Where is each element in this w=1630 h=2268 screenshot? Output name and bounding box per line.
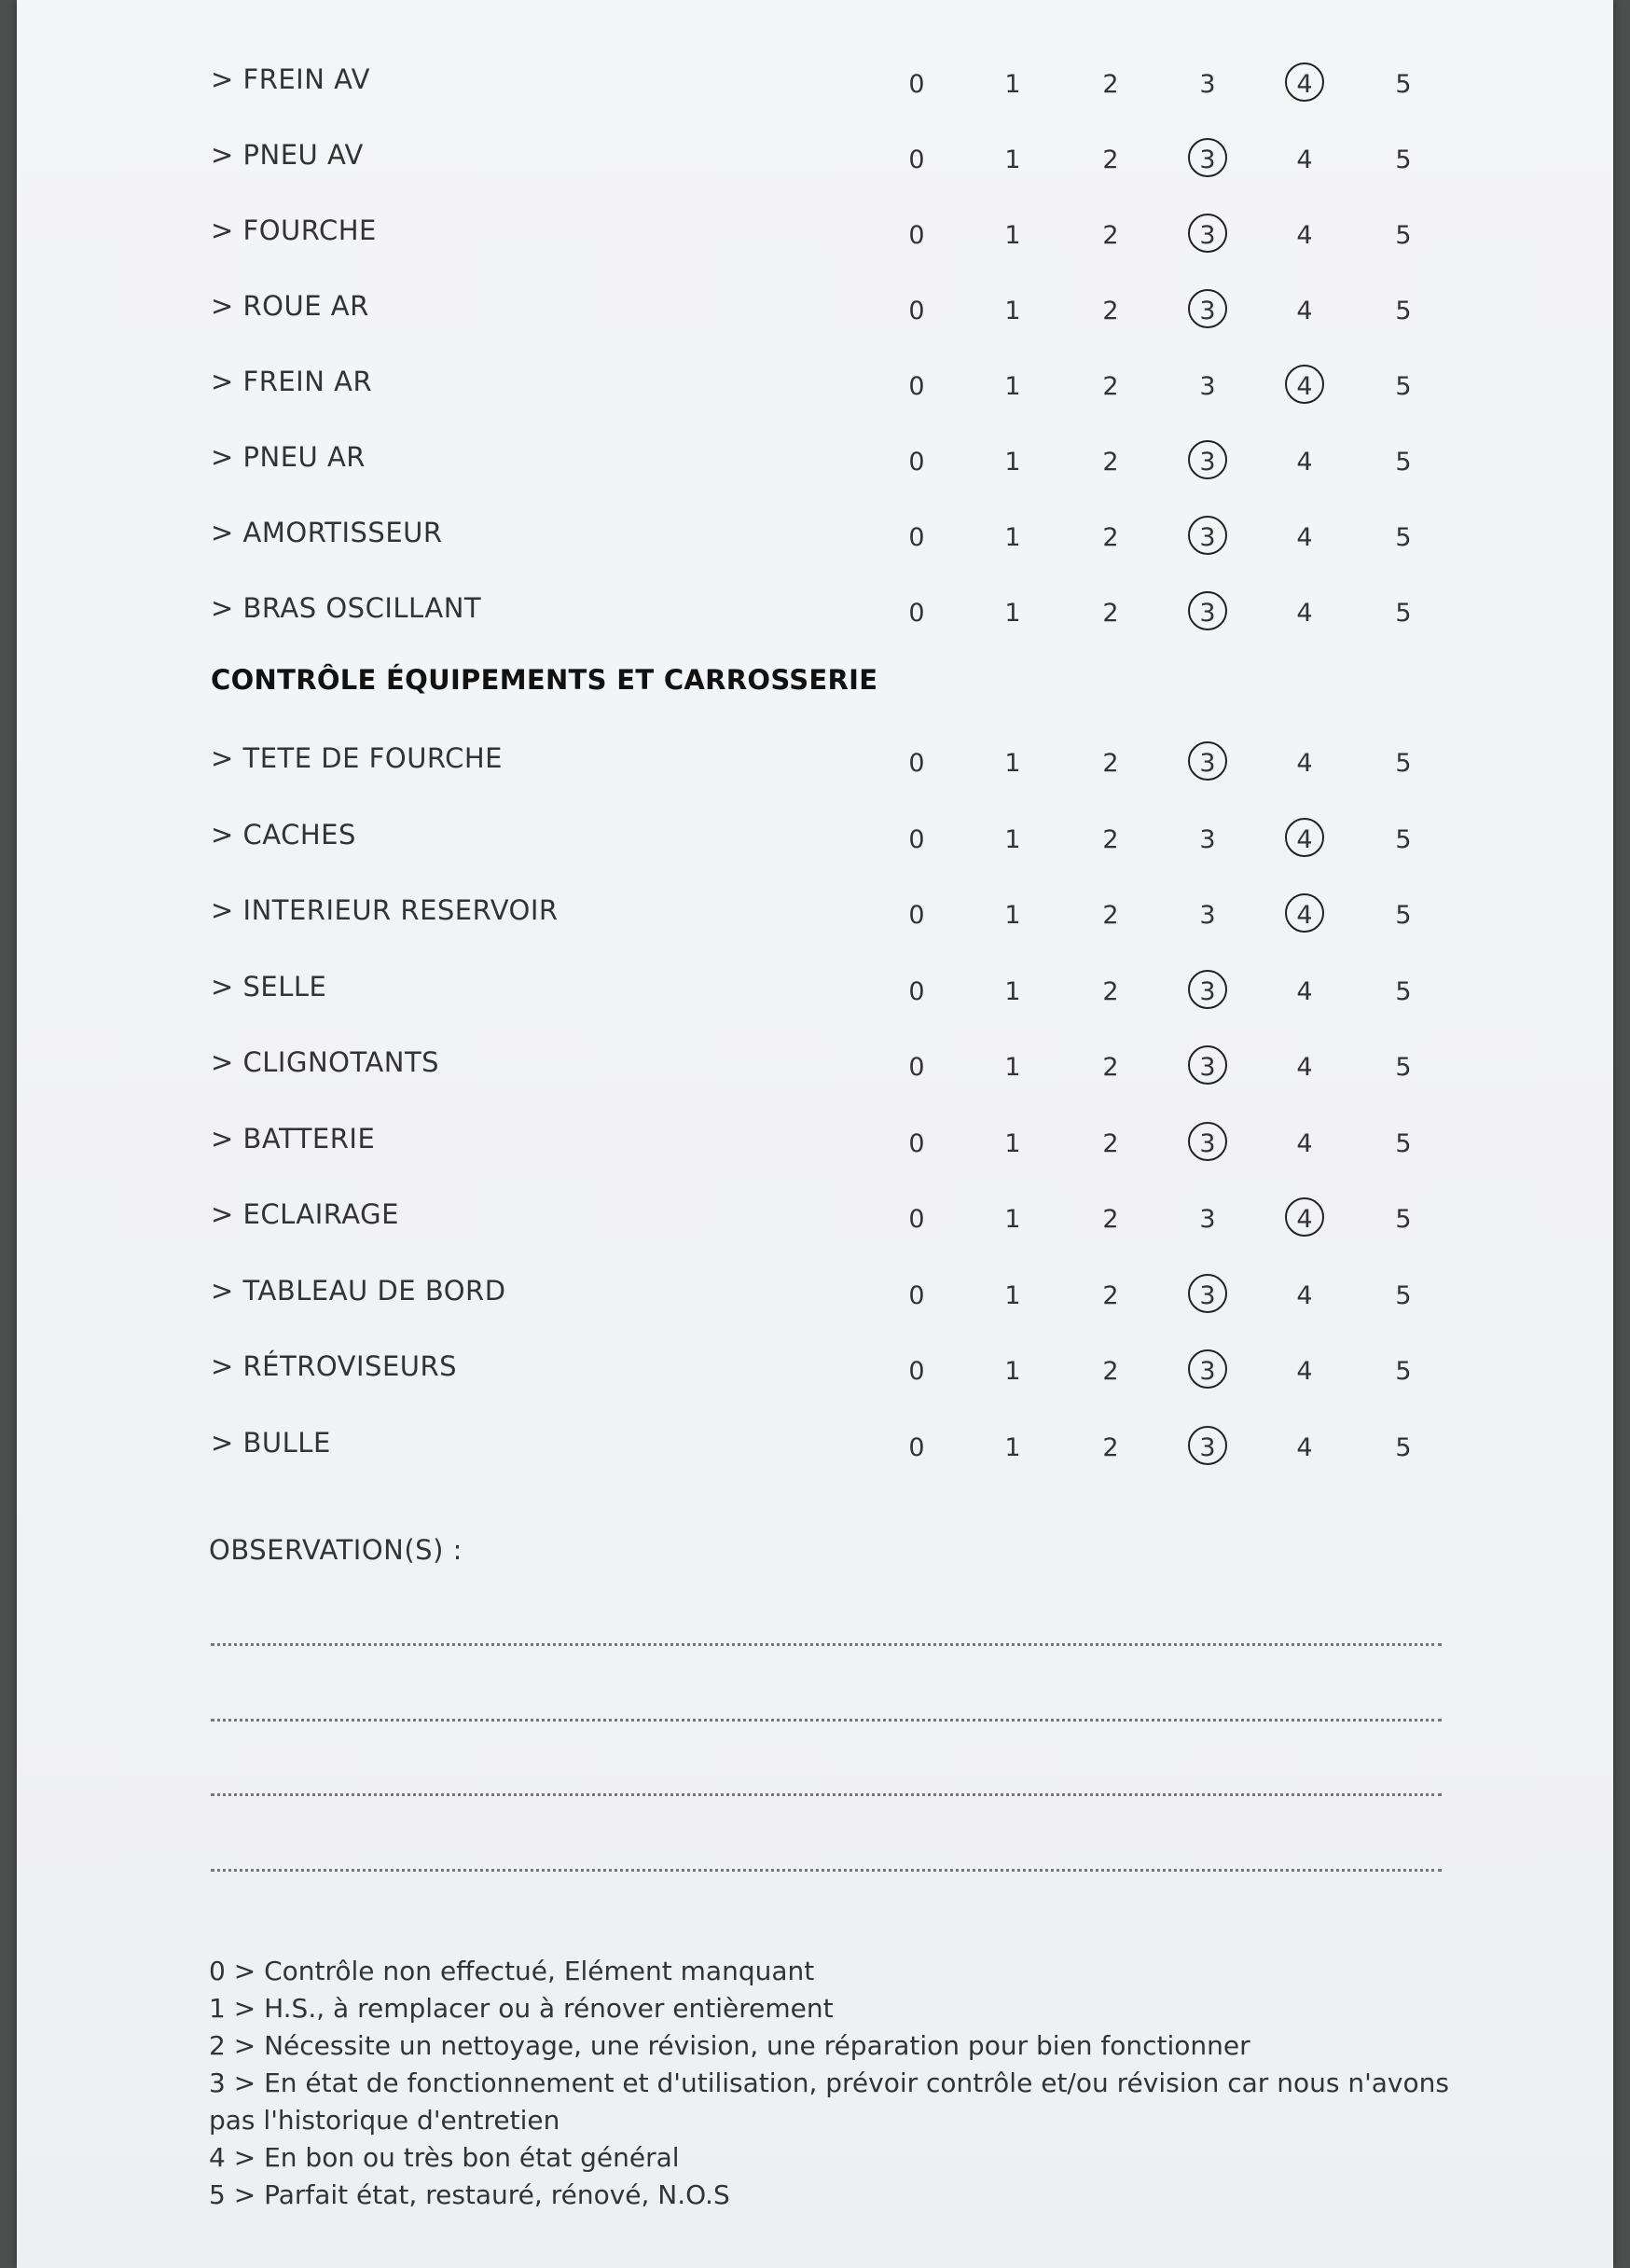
rating-option[interactable]: 4: [1296, 1357, 1313, 1386]
rating-option[interactable]: 1: [1004, 448, 1021, 477]
rating-option[interactable]: 2: [1102, 448, 1119, 477]
rating-row: [17, 353, 1613, 409]
rating-option[interactable]: 1: [1004, 901, 1021, 930]
rating-option[interactable]: 3: [1199, 901, 1216, 930]
rating-option[interactable]: 4: [1296, 145, 1313, 174]
section-heading: CONTRÔLE ÉQUIPEMENTS ET CARROSSERIE: [211, 664, 878, 696]
rating-option[interactable]: 2: [1102, 297, 1119, 325]
rating-option[interactable]: 4: [1296, 221, 1313, 250]
rating-option[interactable]: 0: [908, 824, 925, 854]
rating-option[interactable]: 4: [1296, 1432, 1313, 1462]
rating-row-label: > CLIGNOTANTS: [211, 1046, 440, 1078]
rating-option[interactable]: 0: [908, 901, 925, 930]
rating-option[interactable]: 4: [1296, 1053, 1313, 1082]
rating-row: [17, 730, 1613, 786]
rating-row: [17, 1415, 1613, 1471]
rating-option[interactable]: 0: [908, 1128, 925, 1158]
rating-option[interactable]: 1: [1004, 824, 1021, 854]
rating-option-selected[interactable]: 3: [1184, 1124, 1231, 1165]
rating-row: [17, 51, 1613, 107]
rating-option[interactable]: 1: [1004, 1128, 1021, 1158]
rating-option[interactable]: 5: [1395, 145, 1412, 174]
rating-row-label: > PNEU AV: [211, 139, 364, 171]
rating-option[interactable]: 5: [1395, 599, 1412, 628]
rating-option-selected[interactable]: 3: [1184, 743, 1231, 784]
observation-line[interactable]: [211, 1643, 1442, 1646]
inspection-sheet: [17, 0, 1613, 2268]
rating-option-selected[interactable]: 3: [1184, 140, 1231, 181]
rating-row: [17, 202, 1613, 258]
rating-option[interactable]: 0: [908, 599, 925, 628]
rating-row: [17, 1338, 1613, 1394]
rating-option[interactable]: 5: [1395, 1432, 1412, 1462]
rating-option[interactable]: 0: [908, 749, 925, 778]
rating-option-selected[interactable]: 3: [1184, 1047, 1231, 1088]
rating-option-selected[interactable]: 3: [1184, 215, 1231, 256]
legend-item: 2 > Nécessite un nettoyage, une révision, une réparation pour bien fonctionner: [209, 2030, 1250, 2061]
rating-option[interactable]: 4: [1296, 976, 1313, 1006]
rating-row-label: > ROUE AR: [211, 290, 369, 322]
rating-option[interactable]: 1: [1004, 297, 1021, 325]
rating-option-selected[interactable]: 4: [1281, 895, 1328, 936]
rating-row-label: > BATTERIE: [211, 1122, 376, 1155]
rating-option[interactable]: 4: [1296, 1280, 1313, 1310]
rating-option[interactable]: 4: [1296, 749, 1313, 778]
rating-option[interactable]: 5: [1395, 976, 1412, 1006]
rating-option-selected[interactable]: 3: [1184, 1428, 1231, 1469]
rating-option-selected[interactable]: 4: [1281, 820, 1328, 861]
rating-row: [17, 429, 1613, 485]
rating-option[interactable]: 5: [1395, 824, 1412, 854]
observation-line[interactable]: [211, 1869, 1442, 1872]
rating-option[interactable]: 5: [1395, 749, 1412, 778]
rating-option[interactable]: 0: [908, 372, 925, 401]
rating-option[interactable]: 1: [1004, 1205, 1021, 1234]
rating-option[interactable]: 1: [1004, 976, 1021, 1006]
rating-option[interactable]: 0: [908, 1357, 925, 1386]
legend-item: 5 > Parfait état, restauré, rénové, N.O.S: [209, 2179, 730, 2210]
rating-option[interactable]: 3: [1199, 1205, 1216, 1234]
rating-option[interactable]: 2: [1102, 1280, 1119, 1310]
rating-row: [17, 959, 1613, 1015]
legend-item: 0 > Contrôle non effectué, Elément manquant: [209, 1956, 815, 1986]
rating-option[interactable]: 4: [1296, 1128, 1313, 1158]
rating-option[interactable]: 5: [1395, 372, 1412, 401]
rating-option[interactable]: 2: [1102, 599, 1119, 628]
rating-row-label: > AMORTISSEUR: [211, 517, 443, 548]
rating-option[interactable]: 2: [1102, 221, 1119, 250]
rating-row-label: > TABLEAU DE BORD: [211, 1274, 506, 1307]
observation-label: OBSERVATION(S) :: [209, 1534, 463, 1566]
rating-option-selected[interactable]: 3: [1184, 972, 1231, 1013]
rating-option[interactable]: 1: [1004, 1053, 1021, 1082]
rating-row-label: > FREIN AV: [211, 63, 370, 95]
rating-option[interactable]: 5: [1395, 1205, 1412, 1234]
rating-row: [17, 807, 1613, 863]
observation-line[interactable]: [211, 1793, 1442, 1796]
rating-option[interactable]: 4: [1296, 448, 1313, 477]
rating-option-selected[interactable]: 3: [1184, 1351, 1231, 1392]
rating-option[interactable]: 2: [1102, 1053, 1119, 1082]
rating-option-selected[interactable]: 3: [1184, 291, 1231, 332]
rating-option[interactable]: 3: [1199, 70, 1216, 99]
rating-row-label: > BULLE: [211, 1426, 331, 1459]
rating-option[interactable]: 5: [1395, 1357, 1412, 1386]
rating-row: [17, 580, 1613, 636]
rating-option[interactable]: 2: [1102, 70, 1119, 99]
rating-option[interactable]: 0: [908, 1205, 925, 1234]
rating-row: [17, 1263, 1613, 1319]
rating-option[interactable]: 0: [908, 1280, 925, 1310]
rating-row: [17, 505, 1613, 560]
rating-option[interactable]: 3: [1199, 824, 1216, 854]
rating-row-label: > RÉTROVISEURS: [211, 1350, 458, 1382]
rating-option[interactable]: 0: [908, 1432, 925, 1462]
rating-option-selected[interactable]: 3: [1184, 1276, 1231, 1317]
rating-option-selected[interactable]: 3: [1184, 518, 1231, 559]
rating-option[interactable]: 2: [1102, 372, 1119, 401]
rating-option[interactable]: 1: [1004, 145, 1021, 174]
rating-row: [17, 882, 1613, 938]
rating-row-label: > BRAS OSCILLANT: [211, 592, 482, 624]
rating-option[interactable]: 4: [1296, 599, 1313, 628]
rating-row-label: > CACHES: [211, 818, 356, 850]
rating-option[interactable]: 2: [1102, 749, 1119, 778]
rating-row-label: > TETE DE FOURCHE: [211, 742, 503, 774]
rating-option[interactable]: 1: [1004, 749, 1021, 778]
rating-option-selected[interactable]: 4: [1281, 366, 1328, 408]
rating-option[interactable]: 3: [1199, 372, 1216, 401]
rating-row-label: > INTERIEUR RESERVOIR: [211, 894, 559, 926]
rating-option[interactable]: 1: [1004, 1432, 1021, 1462]
rating-option[interactable]: 2: [1102, 1128, 1119, 1158]
rating-option[interactable]: 1: [1004, 523, 1021, 552]
rating-option[interactable]: 2: [1102, 523, 1119, 552]
rating-option[interactable]: 0: [908, 976, 925, 1006]
rating-option[interactable]: 5: [1395, 1128, 1412, 1158]
rating-row-label: > FOURCHE: [211, 214, 377, 246]
rating-row: [17, 278, 1613, 334]
rating-row: [17, 127, 1613, 183]
rating-row-label: > PNEU AR: [211, 441, 366, 473]
rating-option-selected[interactable]: 4: [1281, 1199, 1328, 1240]
rating-option[interactable]: 1: [1004, 599, 1021, 628]
rating-option[interactable]: 4: [1296, 297, 1313, 325]
rating-option[interactable]: 0: [908, 297, 925, 325]
rating-option[interactable]: 2: [1102, 901, 1119, 930]
rating-option[interactable]: 5: [1395, 523, 1412, 552]
rating-option[interactable]: 0: [908, 70, 925, 99]
rating-option[interactable]: 0: [908, 523, 925, 552]
legend-item: 3 > En état de fonctionnement et d'utilisation, prévoir contrôle et/ou révision car nous n'avons pas l'historique d'entretien: [209, 2067, 1449, 2136]
legend-item: 4 > En bon ou très bon état général: [209, 2142, 680, 2173]
rating-option[interactable]: 1: [1004, 70, 1021, 99]
rating-option-selected[interactable]: 3: [1184, 442, 1231, 483]
rating-row-label: > FREIN AR: [211, 366, 373, 397]
rating-legend: [209, 1953, 1458, 2214]
rating-option[interactable]: 0: [908, 145, 925, 174]
rating-row: [17, 1111, 1613, 1167]
rating-option[interactable]: 1: [1004, 1357, 1021, 1386]
observation-line[interactable]: [211, 1719, 1442, 1722]
rating-option[interactable]: 2: [1102, 1205, 1119, 1234]
rating-option[interactable]: 2: [1102, 824, 1119, 854]
rating-option[interactable]: 1: [1004, 372, 1021, 401]
rating-option-selected[interactable]: 3: [1184, 593, 1231, 634]
rating-row: [17, 1034, 1613, 1090]
rating-option[interactable]: 5: [1395, 70, 1412, 99]
rating-option-selected[interactable]: 4: [1281, 64, 1328, 105]
rating-option[interactable]: 2: [1102, 145, 1119, 174]
rating-row-label: > ECLAIRAGE: [211, 1198, 399, 1230]
rating-option[interactable]: 2: [1102, 1432, 1119, 1462]
rating-option[interactable]: 0: [908, 448, 925, 477]
rating-option[interactable]: 5: [1395, 901, 1412, 930]
legend-item: 1 > H.S., à remplacer ou à rénover entièrement: [209, 1993, 834, 2024]
rating-option[interactable]: 4: [1296, 523, 1313, 552]
rating-row: [17, 1186, 1613, 1242]
rating-option[interactable]: 5: [1395, 297, 1412, 325]
rating-option[interactable]: 5: [1395, 221, 1412, 250]
rating-option[interactable]: 0: [908, 1053, 925, 1082]
rating-option[interactable]: 1: [1004, 1280, 1021, 1310]
rating-option[interactable]: 5: [1395, 1053, 1412, 1082]
rating-row-label: > SELLE: [211, 970, 327, 1003]
rating-option[interactable]: 0: [908, 221, 925, 250]
rating-option[interactable]: 2: [1102, 1357, 1119, 1386]
rating-option[interactable]: 2: [1102, 976, 1119, 1006]
rating-option[interactable]: 5: [1395, 448, 1412, 477]
rating-option[interactable]: 5: [1395, 1280, 1412, 1310]
rating-option[interactable]: 1: [1004, 221, 1021, 250]
